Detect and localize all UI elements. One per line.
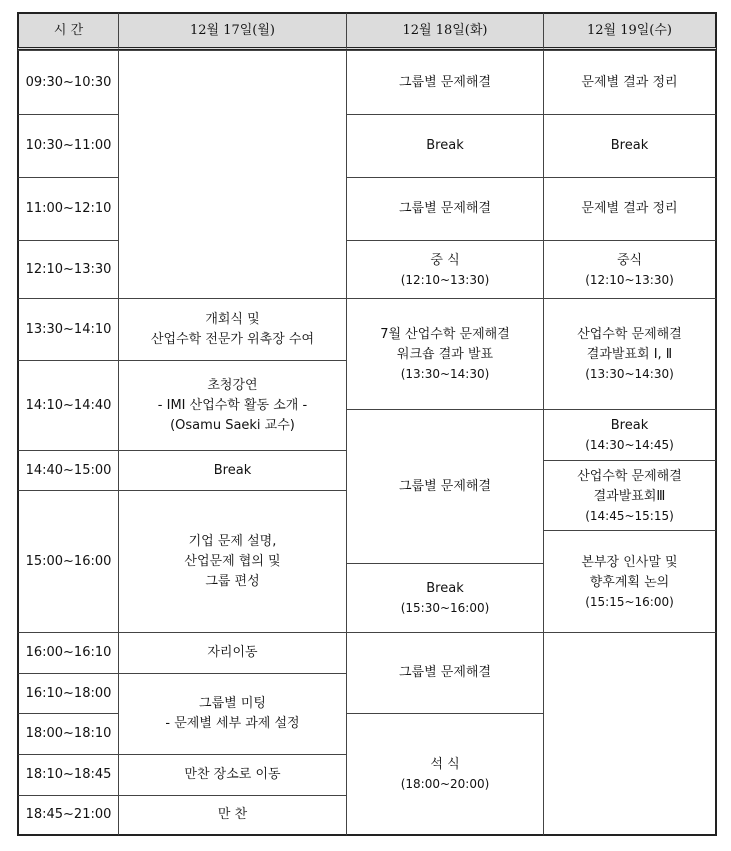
break-label: Break (426, 581, 464, 596)
closing-line: 본부장 인사말 및 (581, 554, 678, 570)
meeting-line: - 문제별 세부 과제 설정 (165, 716, 300, 731)
time-slot-label: 14:10~14:40 (25, 397, 112, 413)
time-slot (17, 360, 118, 450)
dinner-time: (18:00~20:00) (400, 777, 490, 791)
time-slot (17, 50, 118, 114)
time-slot-label: 16:10~18:00 (25, 685, 112, 701)
time-slot (17, 632, 118, 673)
solve-label: 그룹별 문제해결 (398, 201, 492, 216)
lunch-time: (12:10~13:30) (585, 272, 674, 287)
solve-label: 그룹별 문제해결 (398, 478, 492, 494)
briefing-line: 산업문제 협의 및 (184, 553, 281, 569)
time-slot (17, 490, 118, 632)
day2-break2 (346, 563, 543, 632)
day1-empty-morning (118, 50, 346, 298)
day1-opening (118, 298, 346, 360)
header-day1 (118, 12, 346, 50)
time-slot (17, 114, 118, 177)
closing-time: (15:15~16:00) (585, 594, 674, 609)
header-time (17, 12, 118, 50)
day3-lunch (543, 240, 717, 298)
time-slot-label: 13:30~14:10 (25, 321, 112, 337)
present-line: 산업수학 문제해결 (577, 468, 682, 484)
time-slot-label: 11:00~12:10 (25, 201, 112, 216)
keynote-line: - IMI 산업수학 활동 소개 - (157, 397, 308, 413)
summary-label: 문제별 결과 정리 (581, 74, 678, 90)
time-slot-label: 14:40~15:00 (25, 462, 112, 478)
time-slot-label: 12:10~13:30 (25, 261, 112, 277)
move-label: 자리이동 (207, 645, 258, 660)
break-label: Break (426, 138, 464, 153)
time-slot (17, 298, 118, 360)
solve-label: 그룹별 문제해결 (398, 74, 492, 90)
break-label: Break (213, 462, 252, 478)
briefing-line: 기업 문제 설명, (188, 533, 277, 549)
present-time: (13:30~14:30) (585, 367, 674, 381)
day2-solve2 (346, 177, 543, 240)
day3-empty-evening (543, 632, 717, 836)
present-time: (14:45~15:15) (585, 508, 674, 523)
time-slot (17, 240, 118, 298)
day1-move (118, 632, 346, 673)
day2-dinner (346, 713, 543, 836)
day3-break1 (543, 114, 717, 177)
time-slot-label: 18:45~21:00 (25, 807, 112, 822)
time-slot (17, 450, 118, 490)
break-label: Break (610, 418, 649, 433)
time-slot (17, 754, 118, 795)
header-day2-label: 12월 18일(화) (402, 22, 488, 38)
day3-break2 (543, 409, 717, 460)
day1-keynote (118, 360, 346, 450)
header-time-label: 시 간 (53, 22, 84, 38)
time-slot-label: 10:30~11:00 (25, 138, 112, 153)
lunch-label: 중식 (616, 252, 643, 268)
day1-banquet (118, 795, 346, 836)
day2-solve4 (346, 632, 543, 713)
header-day3-label: 12월 19일(수) (586, 22, 673, 38)
workshop-time: (13:30~14:30) (400, 367, 490, 381)
day2-lunch (346, 240, 543, 298)
closing-line: 향후계획 논의 (589, 574, 670, 590)
break-time: (15:30~16:00) (400, 601, 490, 615)
day1-break (118, 450, 346, 490)
day3-summary1 (543, 50, 717, 114)
keynote-line: (Osamu Saeki 교수) (170, 417, 295, 433)
time-slot-label: 18:10~18:45 (25, 767, 112, 782)
day2-break1 (346, 114, 543, 177)
time-slot (17, 673, 118, 713)
lunch-time: (12:10~13:30) (400, 272, 490, 287)
banquet-label: 만 찬 (217, 807, 248, 822)
time-slot-label: 18:00~18:10 (25, 726, 112, 741)
day2-workshop (346, 298, 543, 409)
day1-briefing (118, 490, 346, 632)
workshop-line: 7월 산업수학 문제해결 (380, 327, 510, 342)
day1-meeting (118, 673, 346, 754)
day2-solve3 (346, 409, 543, 563)
day3-present2 (543, 460, 717, 530)
header-day1-label: 12월 17일(월) (189, 22, 276, 38)
opening-line: 개회식 및 (205, 311, 260, 327)
header-day2 (346, 12, 543, 50)
day3-closing (543, 530, 717, 632)
briefing-line: 그룹 편성 (205, 573, 260, 589)
dinner-label: 석 식 (430, 757, 460, 772)
opening-line: 산업수학 전문가 위촉장 수여 (150, 331, 315, 347)
time-slot (17, 177, 118, 240)
break-time: (14:30~14:45) (585, 438, 674, 452)
day2-solve1 (346, 50, 543, 114)
move-dinner-label: 만찬 장소로 이동 (184, 767, 281, 782)
solve-label: 그룹별 문제해결 (398, 665, 492, 680)
summary-label: 문제별 결과 정리 (581, 201, 678, 216)
meeting-line: 그룹별 미팅 (199, 696, 266, 711)
day3-present1 (543, 298, 717, 409)
day3-summary2 (543, 177, 717, 240)
day1-move-dinner (118, 754, 346, 795)
present-line: 산업수학 문제해결 (577, 327, 682, 342)
keynote-line: 초청강연 (207, 377, 258, 393)
time-slot (17, 795, 118, 836)
present-line: 결과발표회 Ⅰ, Ⅱ (586, 347, 673, 362)
header-day3 (543, 12, 717, 50)
workshop-line: 워크숍 결과 발표 (396, 347, 494, 362)
present-line: 결과발표회Ⅲ (593, 488, 666, 504)
time-slot-label: 16:00~16:10 (25, 645, 112, 660)
time-slot (17, 713, 118, 754)
lunch-label: 중 식 (430, 252, 460, 268)
time-slot-label: 15:00~16:00 (25, 553, 112, 569)
break-label: Break (610, 138, 649, 153)
time-slot-label: 09:30~10:30 (25, 74, 112, 90)
